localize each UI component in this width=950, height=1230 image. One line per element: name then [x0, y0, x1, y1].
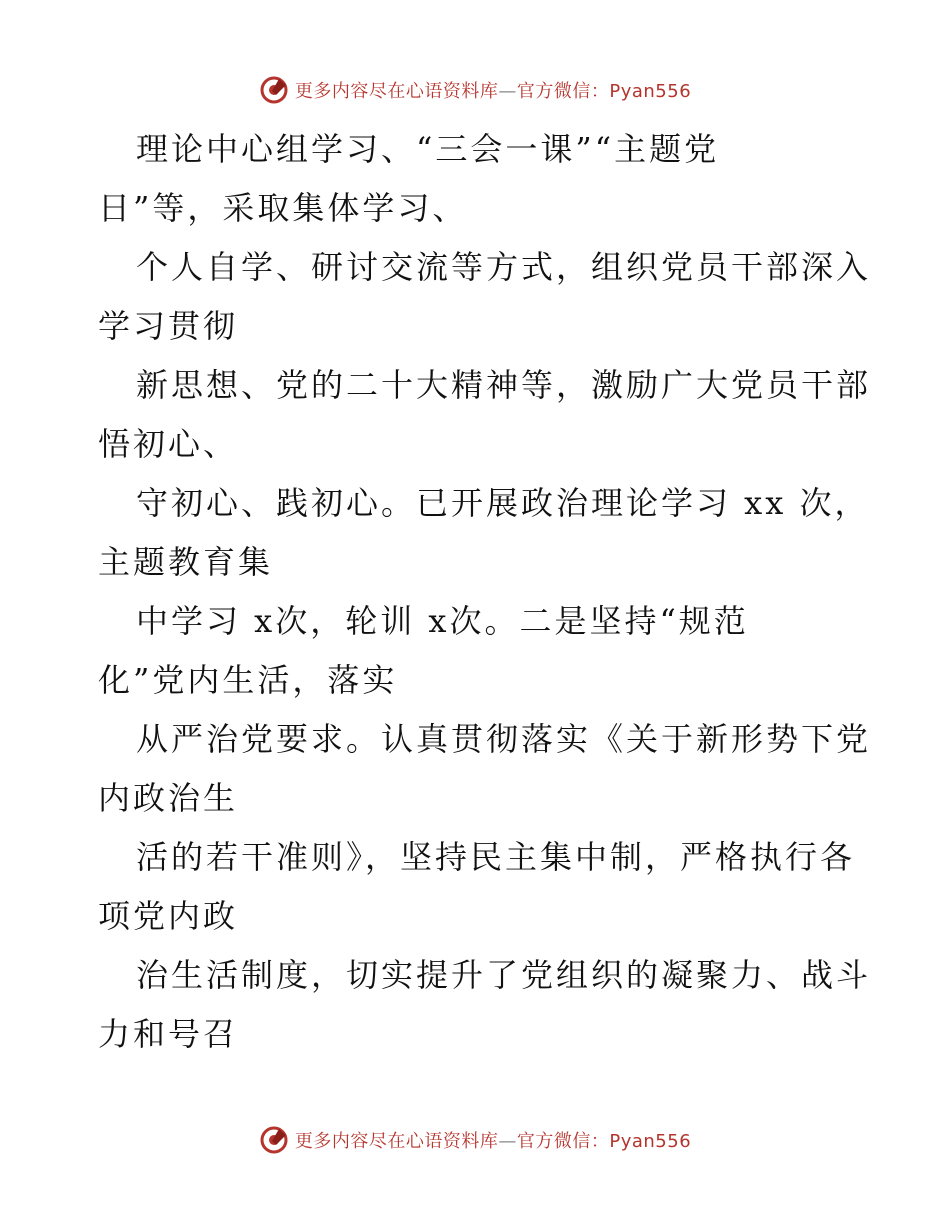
header-separator: —: [498, 81, 517, 102]
text-line: 从严治党要求。认真贯彻落实《关于新形势下党: [136, 720, 872, 758]
footer-separator: —: [498, 1131, 517, 1152]
text-line: 力和号召: [98, 1015, 239, 1053]
header-wechat: 官方微信：Pyan556: [516, 81, 692, 102]
document-body: [98, 120, 872, 1064]
text-line: 学习贯彻: [98, 307, 239, 345]
footer-text: [295, 1127, 691, 1153]
text-line: 治生活制度，切实提升了党组织的凝聚力、战斗: [136, 956, 872, 994]
text-line: 内政治生: [98, 779, 239, 817]
text-line: 守初心、践初心。已开展政治理论学习 xx 次，: [136, 484, 870, 522]
text-line: 个人自学、研讨交流等方式，组织党员干部深入: [136, 248, 872, 286]
text-line: 理论中心组学习、“三会一课”“主题党: [136, 130, 720, 168]
header-banner: [0, 70, 950, 110]
text-line: 中学习 x次，轮训 x次。二是坚持“规范: [136, 602, 749, 640]
logo-icon: [259, 1125, 289, 1155]
footer-banner: [0, 1120, 950, 1160]
footer-wechat: 官方微信：Pyan556: [516, 1131, 692, 1152]
header-text: [295, 77, 691, 103]
header-brand: 更多内容尽在心语资料库: [294, 81, 499, 102]
logo-icon: [259, 75, 289, 105]
text-line: 新思想、党的二十大精神等，激励广大党员干部: [136, 366, 872, 404]
text-line: 主题教育集: [98, 543, 274, 581]
footer-brand: 更多内容尽在心语资料库: [294, 1131, 499, 1152]
text-line: 化”党内生活，落实: [98, 661, 398, 699]
text-line: 日”等，采取集体学习、: [98, 189, 468, 227]
text-line: 活的若干准则》，坚持民主集中制，严格执行各: [136, 838, 856, 876]
text-line: 悟初心、: [98, 425, 239, 463]
text-line: 项党内政: [98, 897, 239, 935]
